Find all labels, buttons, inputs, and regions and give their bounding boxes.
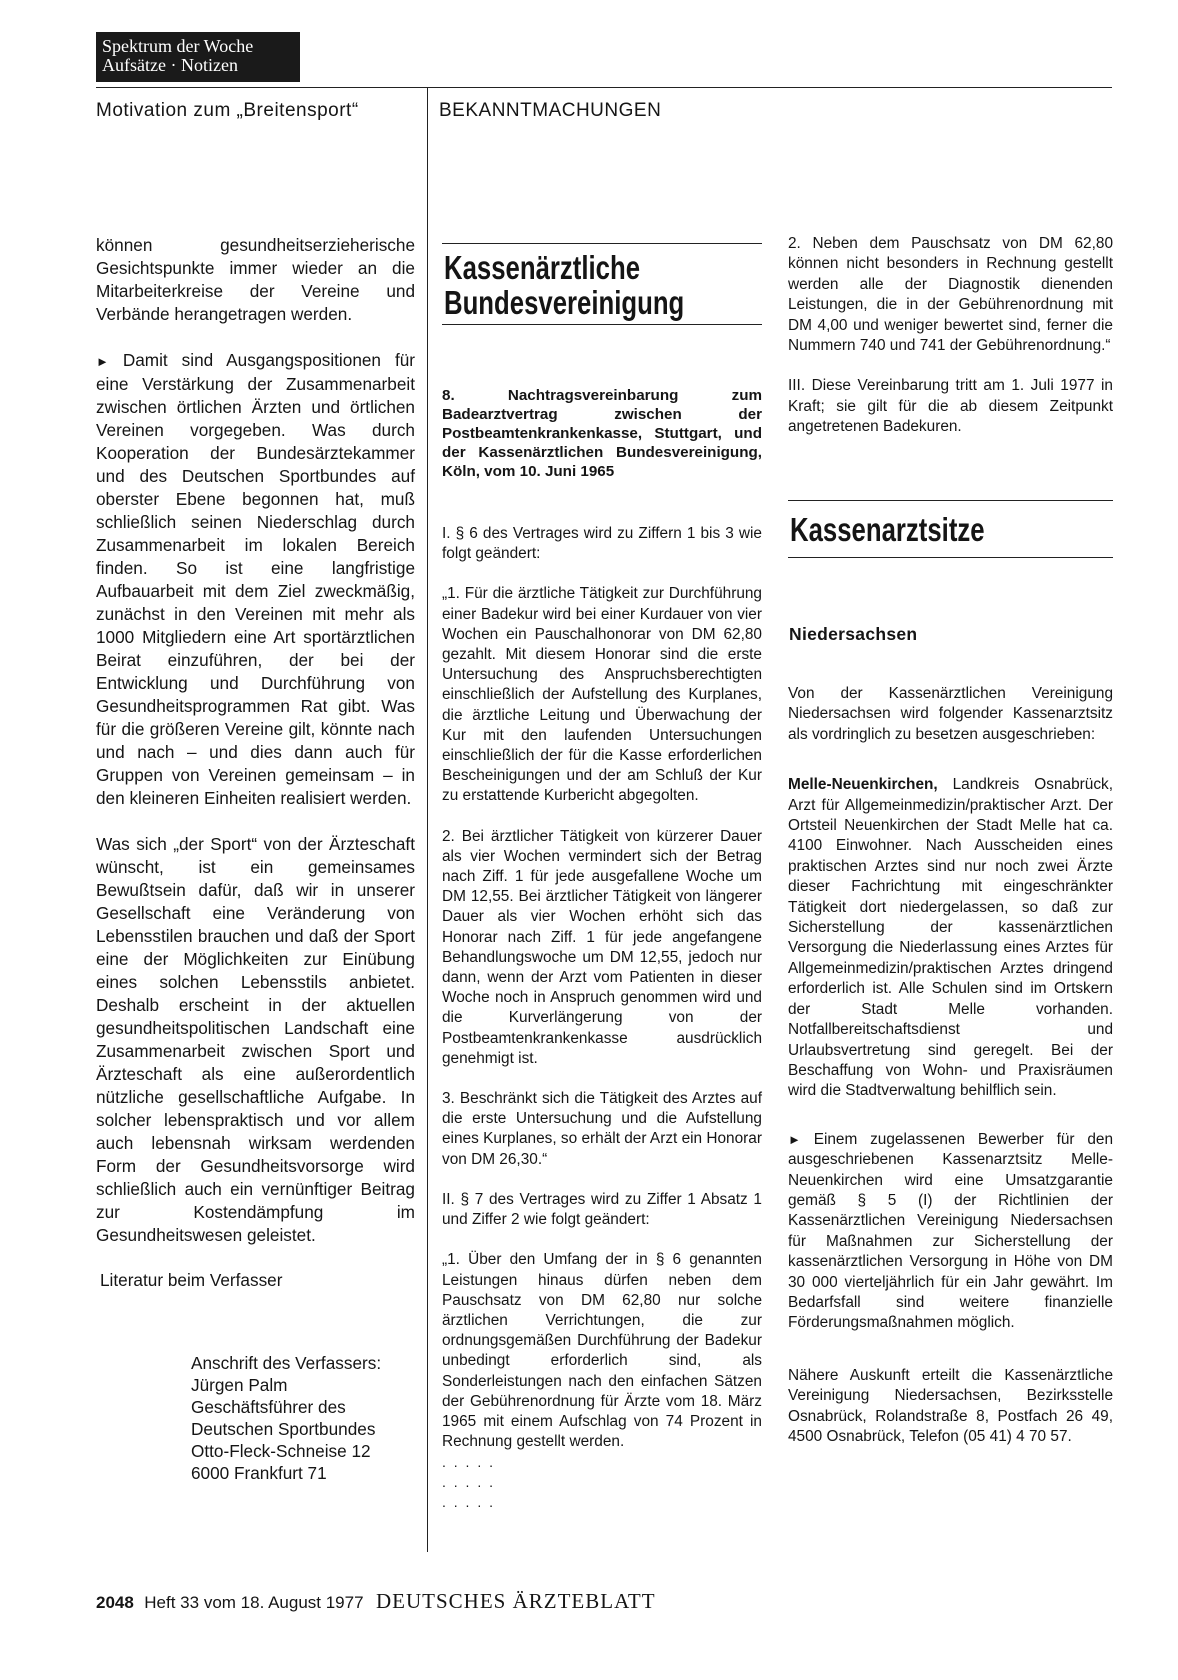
middle-paragraph-4: 3. Beschränkt sich die Tätigkeit des Arztes auf die erste Untersuchung und die Aufstellung eines Kurplanes, so erhält der Arzt ein Honorar von DM 26,30.“: [442, 1090, 762, 1168]
kbv-heading: [444, 250, 684, 320]
kassenarztsitze-top-rule: [788, 500, 1113, 501]
address-line: Anschrift des Verfassers:: [191, 1353, 382, 1373]
middle-paragraph-2: „1. Für die ärztliche Tätigkeit zur Durchführung einer Badekur wird bei einer Kurdauer von vier Wochen ein Pauschalhonorar von DM 62,80 gezahlt. Mit diesem Honorar sind die erste Untersuchung des Anspruchsberechtigten einschließlich der Aufstellung des Kurplanes, die ärztliche Leitung und Überwachung der Kur mit den laufenden Untersuchungen einschließlich der für die Kasse erforderlichen Bescheinigungen und der am Schluß der Kur zu erstattende Kurbericht abgegolten.: [442, 585, 762, 805]
middle-paragraph-1: I. § 6 des Vertrages wird zu Ziffern 1 bis 3 wie folgt geändert:: [442, 525, 762, 563]
ellipsis-line: . . . . .: [442, 1494, 496, 1511]
right-column-body: [788, 684, 1113, 1447]
journal-title: DEUTSCHES ÄRZTEBLATT: [376, 1589, 656, 1613]
region-subheading: Niedersachsen: [789, 624, 918, 644]
right-paragraph-5: [788, 1130, 1113, 1334]
kbv-heading-top-rule: [442, 243, 762, 244]
middle-column-body: [442, 524, 762, 1512]
kbv-heading-line1: Kassenärztliche: [444, 249, 641, 286]
middle-paragraph-6: „1. Über den Umfang der in § 6 genannten Leistungen hinaus dürfen neben dem Pauschsatz von DM 62,80 nur solche ärztlichen Verrichtungen, die zur ordnungsgemäßen Durchführung der Badekur unbedingt erforderlich sind, als Sonderleistungen nach den einfachen Sätzen der Gebührenordnung für Ärzte vom 18. März 1965 mit einem Aufschlag von 74 Prozent in Rechnung gestellt werden.: [442, 1251, 762, 1451]
address-line: Deutschen Sportbundes: [191, 1419, 376, 1439]
left-paragraph-2: [96, 349, 415, 810]
middle-paragraph-3: 2. Bei ärztlicher Tätigkeit von kürzerer Dauer als vier Wochen vermindert sich der Betrag nach Ziff. 1 für jede ausgefallene Woche um DM 12,55. Bei ärztlicher Tätigkeit von längerer Dauer als vier Wochen erhöht sich das Honorar nach Ziff. 1 für jede angefangene Behandlungswoche um DM 12,55, jedoch nur dann, wenn der Arzt vom Patienten in dieser Woche noch in Anspruch genommen wird und die Kurverlängerung von der Postbeamtenkrankenkasse ausdrücklich genehmigt ist.: [442, 827, 762, 1067]
left-column: [96, 234, 415, 1247]
right-paragraph-1: 2. Neben dem Pauschsatz von DM 62,80 können nicht besonders in Rechnung gestellt werden alle der Diagnostik dienenden Leistungen, die in der Gebührenordnung mit DM 4,00 und weniger bewertet sind, ferner die Nummern 740 und 741 der Gebührenordnung.“: [788, 235, 1113, 355]
ellipsis-line: . . . . .: [442, 1454, 496, 1471]
address-line: Otto-Fleck-Schneise 12: [191, 1441, 371, 1461]
section-badge-line1: Spektrum der Woche: [102, 36, 254, 56]
right-column-top: [788, 234, 1113, 438]
right-running-head: BEKANNTMACHUNGEN: [439, 100, 662, 121]
left-running-head: Motivation zum „Breitensport“: [96, 100, 359, 121]
issue-info: Heft 33 vom 18. August 1977: [144, 1593, 364, 1612]
kassenarztsitze-heading: Kassenarztsitze: [790, 511, 985, 548]
left-paragraph-1: können gesundheitserzieherische Gesichtspunkte immer wieder an die Mitarbeiterkreise der Vereine und Verbände herangetragen werden.: [96, 235, 415, 324]
kassenarztsitze-bottom-rule: [788, 557, 1113, 558]
bullet-arrow-icon: ►: [96, 354, 109, 369]
header-rule: [96, 87, 1112, 88]
middle-paragraph-5: II. § 7 des Vertrages wird zu Ziffer 1 Absatz 1 und Ziffer 2 wie folgt geändert:: [442, 1190, 762, 1229]
right-paragraph-5-text: Einem zugelassenen Bewerber für den ausgeschriebenen Kassenarztsitz Melle-Neuenkirchen wird eine Umsatzgarantie gemäß § 5 (I) der Richtlinien der Kassenärztlichen Vereinigung Niedersachsen für Maßnahmen zur Sicherstellung der kassenärztlichen Versorgung in Höhe von DM 30 000 vierteljährlich für ein Jahr gewährt. Im Bedarfsfall sind weitere finanzielle Förderungsmaßnahmen möglich.: [788, 1130, 1114, 1332]
right-paragraph-6: Nähere Auskunft erteilt die Kassenärztliche Vereinigung Niedersachsen, Bezirksstelle Osnabrück, Rolandstraße 8, Postfach 26 49, 4500 Osnabrück, Telefon (05 41) 4 70 57.: [788, 1366, 1113, 1445]
address-line: 6000 Frankfurt 71: [191, 1463, 327, 1483]
page-number: 2048: [96, 1593, 134, 1612]
address-line: Jürgen Palm: [191, 1375, 288, 1395]
left-paragraph-3: Was sich „der Sport“ von der Ärzteschaft wünscht, ist ein gemeinsames Bewußtsein dafür, daß wir in unserer Gesellschaft eine Veränderung von Lebensstilen brauchen und daß der Sport eine der Möglichkeiten zur Einübung eines solchen Lebensstils anbietet. Deshalb erscheint in der aktuellen gesundheitspolitischen Landschaft eine Zusammenarbeit zwischen Sport und Ärzteschaft als eine außerordentlich nützliche gesellschaftliche Aufgabe. In solcher lebenspraktisch und vor allem auch lebensnah wirksam werdenden Form der Gesundheitsvorsorge wird schließlich auch ein vernünftiger Beitrag zur Kostendämpfung im Gesundheitswesen geleistet.: [96, 834, 415, 1245]
bullet-arrow-icon: ►: [788, 1131, 801, 1147]
right-paragraph-2: III. Diese Vereinbarung tritt am 1. Juli 1977 in Kraft; sie gilt für die ab diesem Zeitpunkt angetretenen Badekuren.: [788, 377, 1113, 436]
column-divider: [427, 88, 428, 1552]
kbv-heading-bottom-rule: [442, 324, 762, 325]
right-paragraph-4: [788, 775, 1113, 1102]
section-badge: [96, 32, 300, 82]
ellipsis-line: . . . . .: [442, 1474, 496, 1491]
address-line: Geschäftsführer des: [191, 1397, 346, 1417]
page-footer: [96, 1589, 656, 1614]
right-paragraph-4-text: Landkreis Osnabrück, Arzt für Allgemeinmedizin/praktischer Arzt. Der Ortsteil Neuenkirchen der Stadt Melle hat ca. 4100 Einwohner. Nach Ausscheiden eines praktischen Arztes sind nur noch zwei Ärzte dieser Fachrichtung mit eingeschränkter Tätigkeit dort niedergelassen, so daß zur Sicherstellung der kassenärztlichen Versorgung die Niederlassung eines Arztes für Allgemeinmedizin/praktischen Arztes dringend erforderlich ist. Alle Schulen sind im Ortskern der Stadt Melle vorhanden. Notfallbereitschaftsdienst und Urlaubsvertretung sind geregelt. Bei der Beschaffung von Wohn- und Praxisräumen wird die Stadtverwaltung behilflich sein.: [788, 776, 1113, 1100]
left-paragraph-2-text: Damit sind Ausgangspositionen für eine Verstärkung der Zusammenarbeit zwischen örtlichen Ärzten und örtlichen Vereinen vorgegeben. Was durch Kooperation der Bundesärztekammer und des Deutschen Sportbundes auf oberster Ebene begonnen hat, muß schließlich seinen Niederschlag durch Zusammenarbeit im lokalen Bereich finden. So ist eine langfristige Aufbauarbeit mit dem Ziel zweckmäßig, zunächst in den Vereinen mit mehr als 1000 Mitgliedern eine Art sportärztlichen Beirat einzuführen, der bei der Entwicklung und Durchführung von Gesundheitsprogrammen Rat gibt. Was für die größeren Vereine gilt, könnte nach und nach – und dies dann auch für Gruppen von Vereinen gemeinsam – in den kleineren Einheiten realisiert werden.: [96, 350, 415, 808]
agreement-title: 8. Nachtragsvereinbarung zum Badearztvertrag zwischen der Postbeamtenkrankenkasse, Stuttgart, und der Kassenärztlichen Bundesvereinigung, Köln, vom 10. Juni 1965: [442, 387, 762, 480]
literature-note: Literatur beim Verfasser: [100, 1270, 283, 1290]
kbv-heading-line2: Bundesvereinigung: [444, 284, 685, 321]
right-paragraph-3: Von der Kassenärztlichen Vereinigung Niedersachsen wird folgender Kassenarztsitz als vordringlich zu besetzen ausgeschrieben:: [788, 685, 1113, 743]
location-name: Melle-Neuenkirchen,: [788, 776, 938, 794]
section-badge-line2: Aufsätze · Notizen: [102, 55, 238, 75]
author-address: [191, 1352, 381, 1484]
